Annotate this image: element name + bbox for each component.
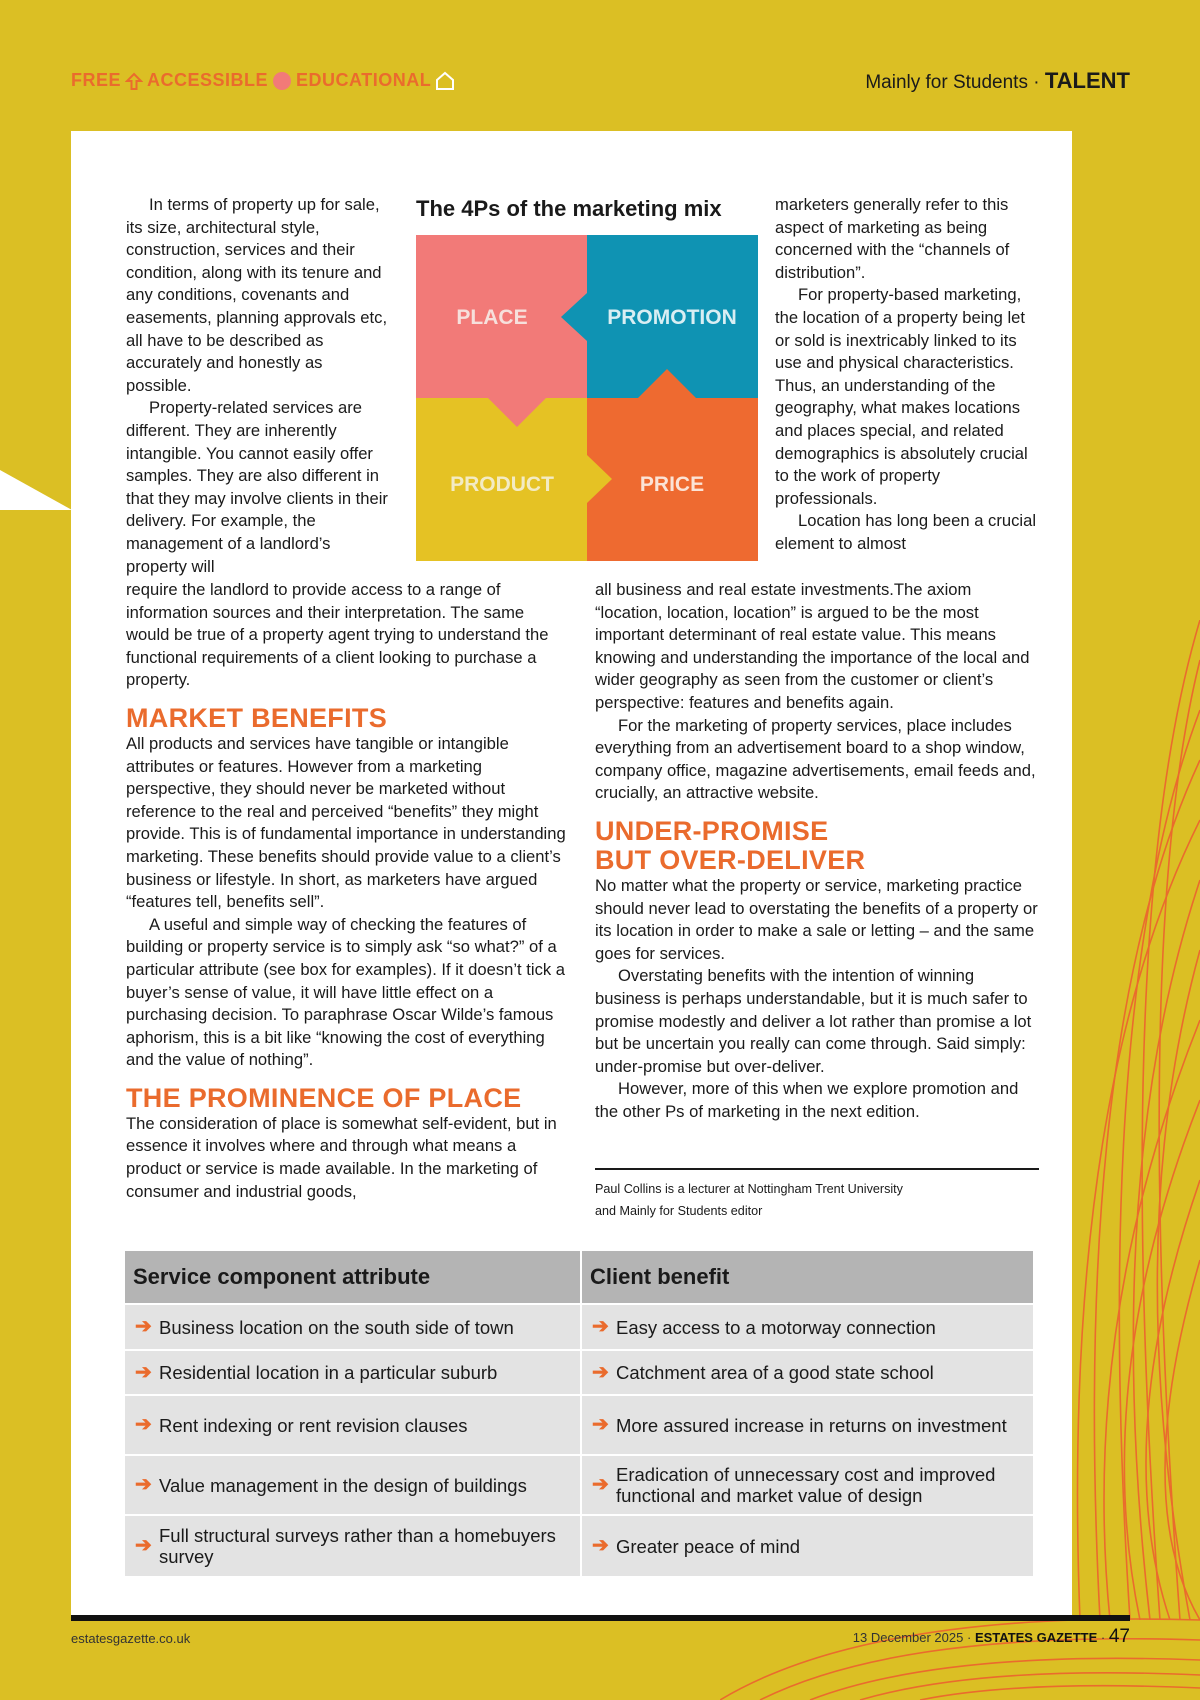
table-cell — [124, 1395, 581, 1455]
footer-info — [853, 1626, 1130, 1648]
paragraph: require the landlord to provide access to a range of information sources and their interpretation. The same would be true of a property agent trying to understand the functional requirements of a client looking to purchase a property. — [126, 580, 549, 690]
paragraph: all business and real estate investments.The axiom “location, location, location” is argued to be the most important determinant of real estate value. This means knowing and understanding the importance of the local and wider geography as seen from the customer or client’s perspective: features and benefits again. — [595, 580, 1030, 712]
arrow-right-icon: ➔ — [592, 1413, 609, 1436]
paragraph: However, more of this when we explore promotion and the other Ps of marketing in the next edition. — [595, 1079, 1019, 1121]
section-name: Mainly for Students — [865, 72, 1028, 93]
arrow-right-icon: ➔ — [135, 1473, 152, 1496]
product-label: PRODUCT — [450, 473, 554, 496]
section-label — [865, 68, 1130, 94]
table-row — [124, 1350, 1034, 1395]
arrow-right-icon: ➔ — [592, 1361, 609, 1383]
marketing-mix-diagram — [416, 235, 758, 561]
header-benefit: Client benefit — [581, 1250, 1034, 1304]
figure-title: The 4Ps of the marketing mix — [416, 196, 722, 221]
decorative-lines-right — [1070, 620, 1200, 1620]
paragraph: All products and services have tangible or intangible attributes or features. However from a marketing perspective, they should never be marketed without reference to the real and perceived “benefits” they might provide. This is of fundamental importance in understanding marketing. These benefits should provide value to a client’s business or lifestyle. In short, as marketers have argued “features tell, benefits sell”. — [126, 733, 566, 912]
table-row — [124, 1455, 1034, 1515]
cell-text: Easy access to a motorway connection — [616, 1316, 936, 1338]
byline-line: Paul Collins is a lecturer at Nottingham Trent University — [595, 1182, 903, 1196]
paragraph: In terms of property up for sale, its size, architectural style, construction, services and their condition, along with its tenure and any conditions, covenants and easements, planning approvals etc, all have to be described as accurately and honestly as possible. — [126, 195, 388, 395]
table-row — [124, 1304, 1034, 1350]
paragraph: For property-based marketing, the location of a property being let or sold is inextricably linked to its use and physical characteristics. Thus, an understanding of the geography, what makes locations and places special, and related demographics is absolutely crucial to the work of property professionals. — [775, 285, 1028, 508]
arrow-up-icon — [125, 72, 143, 90]
tag-educational: EDUCATIONAL — [296, 70, 432, 90]
footer-separator: · — [966, 1630, 972, 1645]
table-row — [124, 1395, 1034, 1455]
byline-line: and Mainly for Students editor — [595, 1204, 763, 1218]
header-attribute: Service component attribute — [124, 1250, 581, 1304]
paragraph: Property-related services are different. They are inherently intangible. You cannot easily offer samples. They are also different in that they may involve clients in their delivery. For example, the management of a landlord’s property will — [126, 398, 388, 576]
heading-prominence-of-place: THE PROMINENCE OF PLACE — [126, 1082, 522, 1113]
paragraph: No matter what the property or service, marketing practice should never lead to overstating the benefits of a property or its location in order to make a sale or letting – and the same goes for services. — [595, 875, 1038, 963]
heading-line: UNDER-PROMISE — [595, 815, 829, 846]
article-column-right — [595, 579, 1040, 1123]
paragraph: Location has long been a crucial element to almost — [775, 511, 1037, 553]
cell-text: Catchment area of a good state school — [616, 1362, 934, 1383]
footer-publication: ESTATES GAZETTE — [974, 1630, 1098, 1645]
tagline — [71, 70, 459, 91]
cell-text: More assured increase in returns on investment — [616, 1414, 1007, 1436]
cell-text: Full structural surveys rather than a homebuyers survey — [159, 1525, 556, 1567]
table-cell — [124, 1304, 581, 1350]
footer-rule — [71, 1615, 1130, 1621]
paragraph: For the marketing of property services, place includes everything from an advertisement board to a shop window, company office, magazine advertisements, email feeds and, crucially, an attractive website. — [595, 715, 1036, 803]
paragraph: marketers generally refer to this aspect of marketing as being concerned with the “channels of distribution”. — [775, 195, 1010, 282]
paragraph: Overstating benefits with the intention of winning business is perhaps understandable, but it is much safer to promise modestly and deliver a lot rather than promise a lot but be uncertain you really can come through. Said simply: under-promise but over-deliver. — [595, 966, 1032, 1076]
table-cell — [124, 1455, 581, 1515]
footer-date: 13 December 2025 — [852, 1630, 964, 1645]
article-column-left — [126, 579, 571, 1203]
arrow-right-icon: ➔ — [135, 1361, 152, 1383]
table-cell — [581, 1455, 1034, 1515]
heading-market-benefits: MARKET BENEFITS — [126, 702, 387, 733]
table-row — [124, 1515, 1034, 1577]
house-icon — [435, 71, 455, 91]
heading-under-promise — [595, 817, 1040, 875]
arrow-right-icon: ➔ — [135, 1413, 152, 1436]
table-cell — [124, 1515, 581, 1577]
cell-text: Eradication of unnecessary cost and improved functional and market value of design — [616, 1464, 996, 1506]
place-label: PLACE — [456, 306, 528, 329]
arrow-right-icon: ➔ — [592, 1534, 609, 1557]
section-separator: · — [1033, 72, 1040, 93]
table-header-row — [124, 1250, 1034, 1304]
tag-accessible: ACCESSIBLE — [147, 70, 269, 90]
paragraph: A useful and simple way of checking the features of building or property service is to simply ask “so what?” of a particular attribute (see box for examples). If it doesn’t tick a buyer’s sense of value, it will have little effect on a purchasing decision. To paraphrase Oscar Wilde’s famous aphorism, this is a bit like “knowing the cost of everything and the value of nothing”. — [126, 914, 566, 1070]
tag-free: FREE — [71, 70, 122, 90]
arrow-right-icon: ➔ — [592, 1315, 609, 1338]
heading-line: BUT OVER-DELIVER — [595, 844, 866, 875]
decorative-lines-bottom — [720, 1610, 1200, 1700]
cell-text: Greater peace of mind — [616, 1535, 801, 1557]
features-benefits-table — [123, 1249, 1035, 1578]
decorative-wedge — [0, 470, 72, 510]
table-cell — [581, 1304, 1034, 1350]
footer-separator: · — [1100, 1630, 1106, 1645]
cell-text: Rent indexing or rent revision clauses — [159, 1414, 468, 1436]
section-talent: TALENT — [1044, 68, 1130, 93]
cell-text: Residential location in a particular suburb — [159, 1362, 498, 1383]
paragraph: The consideration of place is somewhat self-evident, but in essence it involves where and through what means a product or service is made available. In the marketing of consumer and industrial goods, — [126, 1113, 557, 1201]
table-cell — [581, 1515, 1034, 1577]
page-number: 47 — [1108, 1626, 1130, 1647]
price-label: PRICE — [639, 473, 705, 496]
footer-site: estatesgazette.co.uk — [71, 1631, 191, 1646]
promotion-label: PROMOTION — [607, 306, 737, 329]
circle-icon — [272, 71, 292, 91]
arrow-right-icon: ➔ — [135, 1534, 152, 1557]
cell-text: Value management in the design of buildings — [159, 1474, 527, 1496]
arrow-right-icon: ➔ — [592, 1473, 609, 1496]
table-cell — [581, 1395, 1034, 1455]
author-byline — [595, 1168, 1039, 1222]
arrow-right-icon: ➔ — [135, 1315, 152, 1338]
cell-text: Business location on the south side of town — [159, 1316, 514, 1338]
table-cell — [124, 1350, 581, 1395]
article-column-right-top — [775, 194, 1040, 556]
table-cell — [581, 1350, 1034, 1395]
article-column-left-top — [126, 194, 391, 578]
